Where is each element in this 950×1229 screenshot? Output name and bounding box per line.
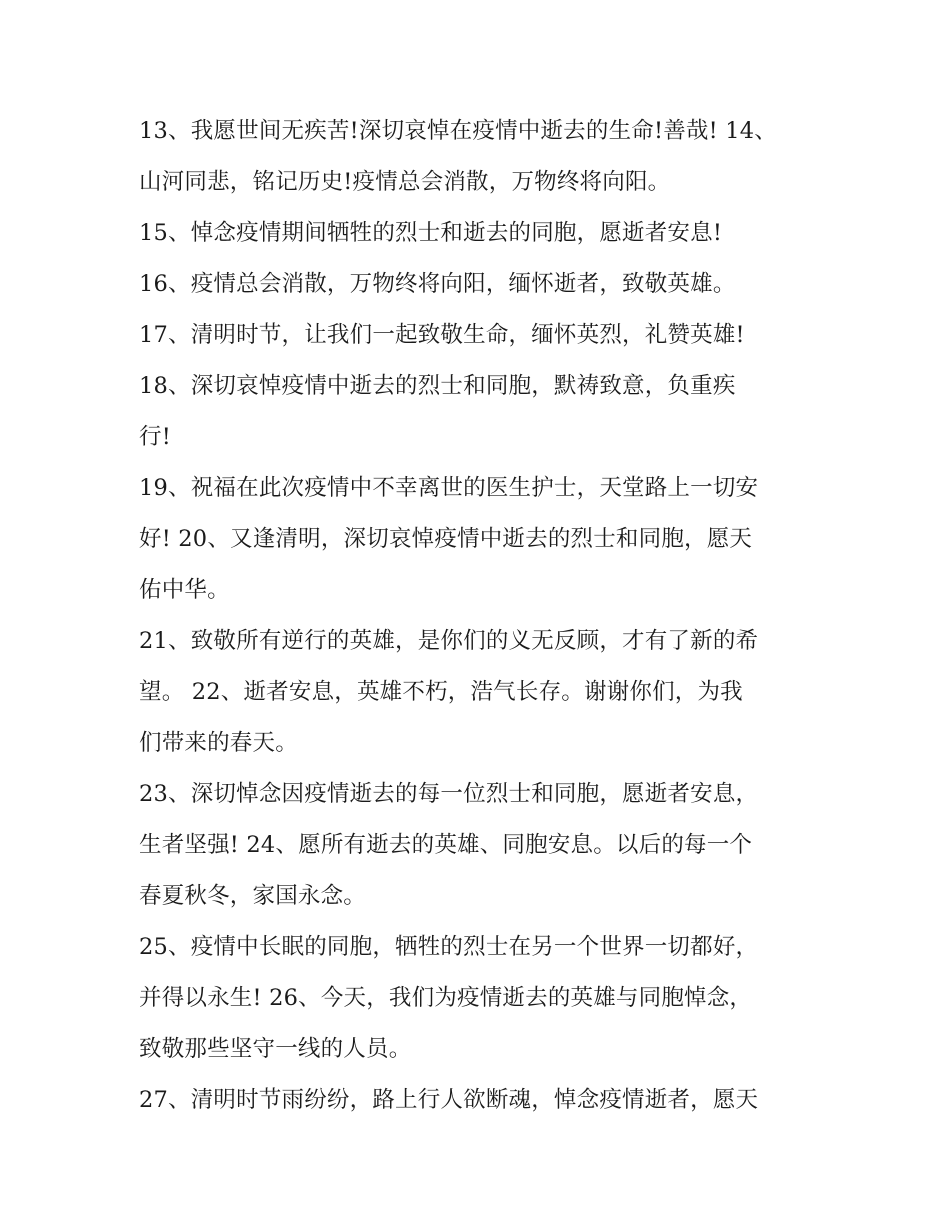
text-line: 并得以永生! 26、今天，我们为疫情逝去的英雄与同胞悼念， [139, 985, 753, 1011]
text-line: 25、疫情中长眠的同胞，牺牲的烈士在另一个世界一切都好， [139, 934, 759, 960]
paragraph-19-20 [139, 463, 819, 616]
paragraph-16 [139, 259, 819, 310]
document-body [139, 106, 819, 1126]
paragraph-23-24 [139, 769, 819, 922]
text-line: 致敬那些坚守一线的人员。 [139, 1036, 412, 1062]
paragraph-18 [139, 361, 819, 463]
text-line: 13、我愿世间无疾苦!深切哀悼在疫情中逝去的生命!善哉! 14、 [139, 118, 777, 144]
text-line: 山河同悲，铭记历史!疫情总会消散，万物终将向阳。 [139, 169, 671, 195]
text-line: 好! 20、又逢清明，深切哀悼疫情中逝去的烈士和同胞，愿天 [139, 526, 753, 552]
text-line: 17、清明时节，让我们一起致敬生命，缅怀英烈，礼赞英雄! [139, 322, 745, 348]
paragraph-27 [139, 1075, 819, 1126]
text-line: 16、疫情总会消散，万物终将向阳，缅怀逝者，致敬英雄。 [139, 271, 736, 297]
text-line: 19、祝福在此次疫情中不幸离世的医生护士，天堂路上一切安 [139, 475, 759, 501]
text-line: 21、致敬所有逆行的英雄，是你们的义无反顾，才有了新的希 [139, 628, 759, 654]
text-line: 生者坚强! 24、愿所有逝去的英雄、同胞安息。以后的每一个 [139, 832, 753, 858]
text-line: 15、悼念疫情期间牺牲的烈士和逝去的同胞，愿逝者安息! [139, 220, 723, 246]
text-line: 行! [139, 424, 171, 450]
text-line: 27、清明时节雨纷纷，路上行人欲断魂，悼念疫情逝者，愿天 [139, 1087, 759, 1113]
text-line: 佑中华。 [139, 577, 230, 603]
text-line: 18、深切哀悼疫情中逝去的烈士和同胞，默祷致意，负重疾 [139, 373, 736, 399]
paragraph-21-22 [139, 616, 819, 769]
paragraph-15 [139, 208, 819, 259]
paragraph-13-14 [139, 106, 819, 208]
text-line: 望。 22、逝者安息，英雄不朽，浩气长存。谢谢你们，为我 [139, 679, 743, 705]
text-line: 们带来的春天。 [139, 730, 298, 756]
paragraph-17 [139, 310, 819, 361]
text-line: 23、深切悼念因疫情逝去的每一位烈士和同胞，愿逝者安息， [139, 781, 759, 807]
paragraph-25-26 [139, 922, 819, 1075]
text-line: 春夏秋冬，家国永念。 [139, 883, 367, 909]
